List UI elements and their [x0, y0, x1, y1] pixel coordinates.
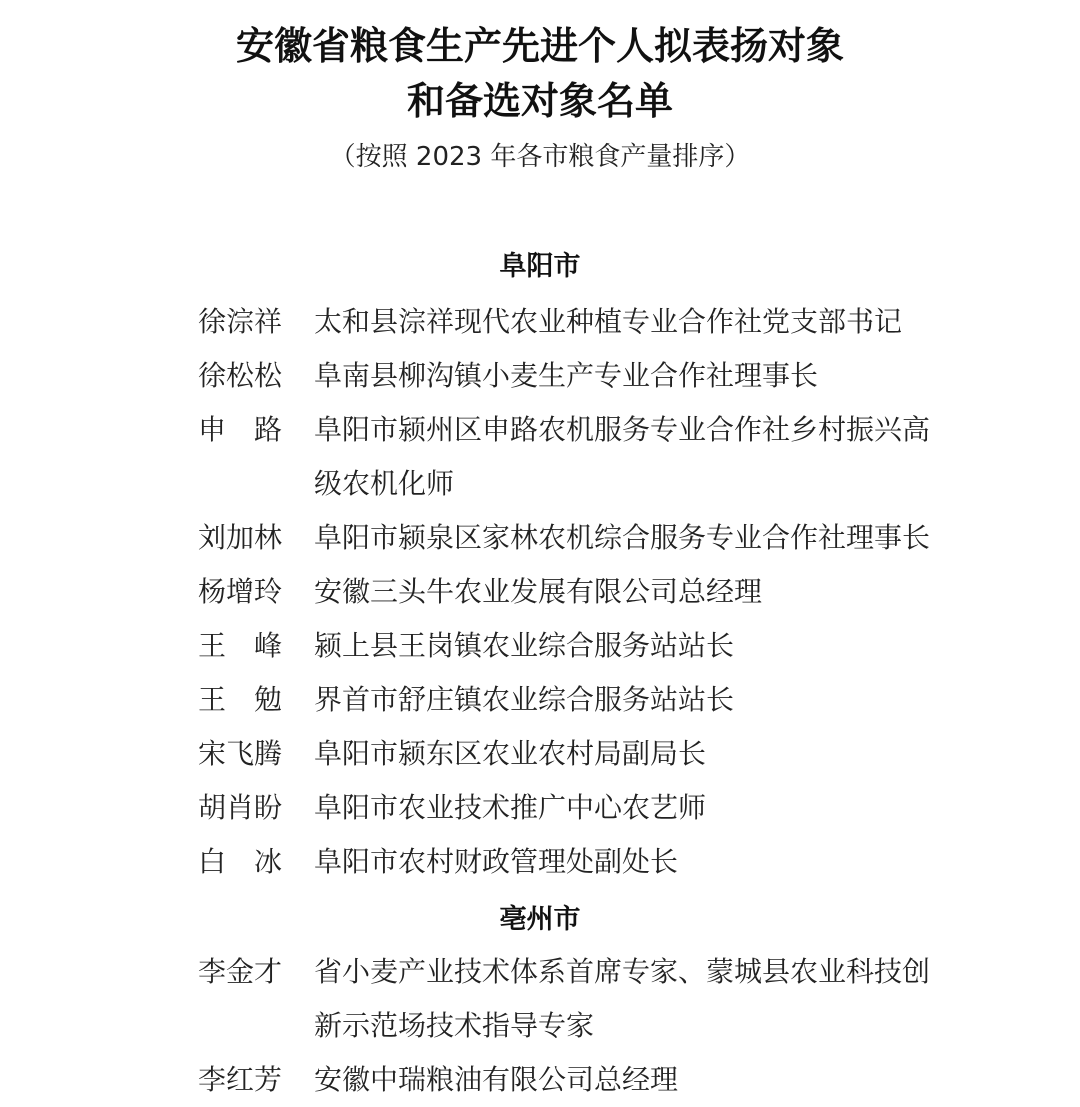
- person-name: 宋飞腾: [198, 737, 283, 770]
- person-name: 王 峰: [198, 629, 283, 662]
- person-name: 李红芳: [198, 1063, 283, 1096]
- person-name: 徐淙祥: [198, 305, 283, 338]
- person-title: 安徽中瑞粮油有限公司总经理: [314, 1063, 679, 1096]
- person-title: 阜阳市颍州区申路农机服务专业合作社乡村振兴高级农机化师: [314, 413, 931, 500]
- city-heading: 阜阳市: [499, 251, 581, 282]
- person-name: 王 勉: [198, 683, 283, 716]
- person-name: 杨增玲: [198, 575, 283, 608]
- person-title: 阜阳市颍东区农业农村局副局长: [314, 737, 707, 770]
- person-name: 申 路: [198, 413, 283, 446]
- person-title: 阜阳市颍泉区家林农机综合服务专业合作社理事长: [314, 521, 931, 554]
- person-name: 刘加林: [198, 521, 283, 554]
- city-heading: 亳州市: [499, 904, 581, 935]
- person-title: 阜阳市农业技术推广中心农艺师: [314, 791, 707, 824]
- document-title-line-1: 安徽省粮食生产先进个人拟表扬对象: [235, 23, 844, 68]
- person-title: 省小麦产业技术体系首席专家、蒙城县农业科技创新示范场技术指导专家: [314, 955, 931, 1042]
- person-title: 安徽三头牛农业发展有限公司总经理: [314, 575, 763, 608]
- person-title: 颍上县王岗镇农业综合服务站站长: [314, 629, 735, 662]
- document-subtitle: （按照 2023 年各市粮食产量排序）: [329, 142, 751, 172]
- person-title: 阜南县柳沟镇小麦生产专业合作社理事长: [314, 359, 819, 392]
- person-name: 徐松松: [198, 359, 283, 392]
- person-title: 界首市舒庄镇农业综合服务站站长: [314, 683, 735, 716]
- person-name: 李金才: [198, 955, 283, 988]
- person-title: 阜阳市农村财政管理处副处长: [314, 845, 679, 878]
- person-title: 太和县淙祥现代农业种植专业合作社党支部书记: [314, 305, 903, 338]
- person-name: 白 冰: [198, 845, 283, 878]
- document-title-line-2: 和备选对象名单: [406, 78, 673, 123]
- person-name: 胡肖盼: [198, 791, 283, 824]
